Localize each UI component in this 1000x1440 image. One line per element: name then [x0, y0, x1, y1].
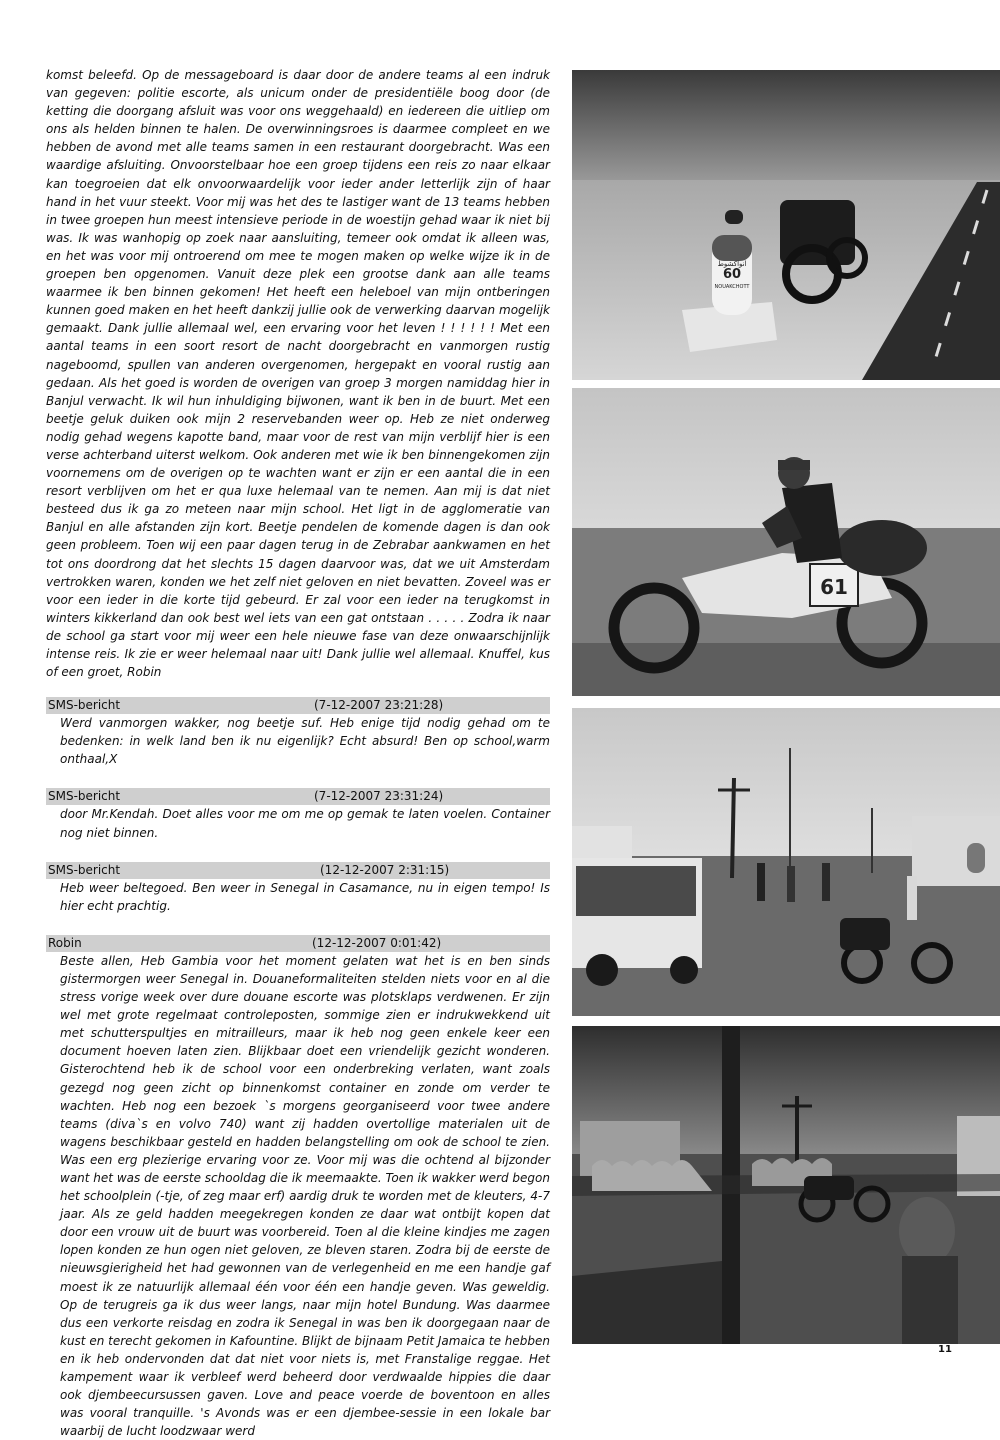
- message-timestamp: (12-12-2007 2:31:15): [320, 862, 450, 877]
- milestone-city: NOUAKCHOTT: [714, 284, 750, 290]
- border-street-image: [572, 708, 1000, 1016]
- milestone-number: 60: [722, 267, 742, 282]
- text-column: [46, 66, 550, 1440]
- message-header: [46, 862, 550, 879]
- message-sender: SMS-bericht: [48, 698, 121, 713]
- desert-milestone-image: [572, 70, 1000, 380]
- main-text-block: komst beleefd. Op de messageboard is daar door de andere teams al een indruk van gegeven: politie escorte, als unicum onder de presidentiële boog door (de ketting die doorgang afsluit was voor ons weggehaald) en iedereen die uitliep om ons als helden binnen te halen. De overwinningsroes is daarmee compleet en we hebben de avond met alle teams samen in een restaurant doorgebracht. Was een waardige afsluiting. Onvoorstelbaar hoe een groep tijdens een reis zo naar elkaar kan toegroeien dat elk onvoorwaardelijk voor ieder ander letterlijk zijn of haar hand in het vuur steekt. Voor mij was het des te lastiger want de 13 teams hebben in twee groepen hun meest intensieve periode in de woestijn gehad waar ik niet bij was. Ik was wanhopig op zoek naar aansluiting, temeer ook omdat ik alleen was, en het was voor mij ontroerend om mee te mogen maken op welke wijze ik in de groepen ben opgenomen. Vanuit deze plek een grootse dank aan alle teams waarmee ik ben binnen gekomen! Het heeft een heleboel van mijn ontberingen kunnen goed maken en het heeft dankzij jullie ook de verwerking daarvan mogelijk gemaakt. Dank jullie allemaal wel, een ervaring voor het leven ! ! ! ! ! ! Met een aantal teams in een soort resort de nacht doorgebracht en vanmorgen rustig nageboomd, spullen van anderen overgenomen, hergepakt en vooral rustig aan gedaan. Als het goed is worden de overigen van groep 3 morgen namiddag hier in Banjul verwacht. Ik wil hun inhuldiging bijwonen, want ik ben in de buurt. Met een beetje geluk duiken ook mijn 2 reservebanden weer op. Heb ze niet onderweg nodig gehad wegens kapotte band, maar voor de rest van mijn verblijf hier is een verse achterband uiterst welkom. Ook anderen met wie ik ben binnengekomen zijn voornemens om de overigen op te wachten want er zijn er een aantal die in een resort verblijven om het er qua luxe helemaal van te nemen. Aan mij is dat niet besteed dus ik ga zo meteen naar mijn school. Het ligt in de agglomeratie van Banjul en alle afstanden zijn kort. Beetje pendelen de komende dagen is dan ook geen probleem. Toen wij een paar dagen terug in de Zebrabar aankwamen en het tot ons doordrong dat het slechts 15 dagen daarvoor was, dat we uit Amsterdam vertrokken waren, konden we het zelf niet geloven en niet bevatten. Zoveel was er voor een ieder in die korte tijd gebeurd. Er zal voor een ieder na terugkomst in winters kikkerland dan ook best wel iets van een gat ontstaan . . . . . Zodra ik naar de school ga start voor mij weer een hele nieuwe fase van deze onwaarschijnlijk intense reis. Ik zie er weer helemaal naar uit! Dank jullie wel allemaal. Knuffel, kus of een groet, Robin: [46, 68, 550, 680]
- photo-camel-crossing: [572, 1026, 1000, 1344]
- message-header: [46, 697, 550, 714]
- message-header: [46, 935, 550, 952]
- bike-plate-number: 61: [820, 575, 848, 599]
- message-entry: [46, 862, 550, 915]
- rider-motorbike-image: [572, 388, 1000, 696]
- photo-desert-milestone: [572, 70, 1000, 380]
- message-body: Beste allen, Heb Gambia voor het moment gelaten wat het is en ben sinds gistermorgen weer Senegal in. Douaneformaliteiten stelden niets voor en al die stress vorige week over dure douane escorte was plotsklaps verdwenen. Er zijn wel met grote regelmaat controleposten, sommige zien er indrukwekkend uit met schutterspultjes en mitrailleurs, maar ik heb nog geen enkele keer een document hoeven laten zien. Blijkbaar doet een vriendelijk gezicht wonderen. Gisterochtend heb ik de school voor een onderbreking verlaten, want zoals gezegd nog geen zicht op binnenkomst container en zonde om verder te wachten. Heb nog een bezoek `s morgens georganiseerd voor twee andere teams (diva`s en volvo 740) want zij hadden overtollige materialen uit de wagens beschikbaar gesteld en hadden belangstelling om ook de school te zien. Was een erg plezierige ervaring voor ze. Voor mij was die ochtend al bijzonder want het was de eerste schooldag die ik meemaakte. Toen ik wakker werd begon het schoolplein (-tje, of zeg maar erf) aardig druk te worden met de kleuters, 4-7 jaar. Als ze geld hadden meegekregen konden ze daar wat ontbijt kopen dat door een vrouw uit de buurt was voorbereid. Toen al die kleine kindjes me zagen lopen konden ze hun ogen niet geloven, ze bleven staren. Zodra bij de eerste de nieuwsgierigheid het had gewonnen van de verlegenheid en me een handje gaf moest ik ze natuurlijk allemaal één voor één een handje geven. Was geweldig. Op de terugreis ga ik dus weer langs, naar mijn hotel Bundung. Was daarmee dus een verkorte reisdag en zodra ik Senegal in was ben ik doorgegaan naar de kust en terecht gekomen in Kafountine. Blijkt de bijnaam Petit Jamaica te hebben en ik heb ondervonden dat dat niet voor niets is, met Franstalige reggae. Het kampement waar ik verbleef werd beheerd door verdwaalde hippies die daar ook djembeecursussen gaven. Love and peace voerde de boventoon en alles was vooral tranquille. 's Avonds was er een djembee-sessie in een lokale bar waarbij de lucht loodzwaar werd: [60, 953, 550, 1439]
- message-body: door Mr.Kendah. Doet alles voor me om me op gemak te laten voelen. Container nog niet binnen.: [60, 807, 550, 840]
- page-number: 11: [938, 1344, 952, 1355]
- message-sender: SMS-bericht: [48, 789, 121, 804]
- message-timestamp: (7-12-2007 23:21:28): [314, 698, 444, 713]
- message-entry: [46, 697, 550, 768]
- milestone-arabic: انواكشوط: [717, 260, 747, 268]
- message-header: [46, 788, 550, 805]
- camel-crossing-image: [572, 1026, 1000, 1344]
- message-body: Werd vanmorgen wakker, nog beetje suf. Heb enige tijd nodig gehad om te bedenken: in welk land ben ik nu eigenlijk? Echt absurd! Ben op school,warm onthaal,X: [60, 716, 550, 767]
- photo-rider-motorbike: [572, 388, 1000, 696]
- photo-border-street: [572, 708, 1000, 1016]
- message-timestamp: (12-12-2007 0:01:42): [312, 935, 442, 950]
- message-sender: SMS-bericht: [48, 862, 121, 877]
- message-entry: [46, 788, 550, 841]
- message-body: Heb weer beltegoed. Ben weer in Senegal in Casamance, nu in eigen tempo! Is hier echt prachtig.: [60, 880, 550, 913]
- message-timestamp: (7-12-2007 23:31:24): [314, 789, 444, 804]
- message-sender: Robin: [48, 935, 82, 950]
- message-entry: [46, 935, 550, 1440]
